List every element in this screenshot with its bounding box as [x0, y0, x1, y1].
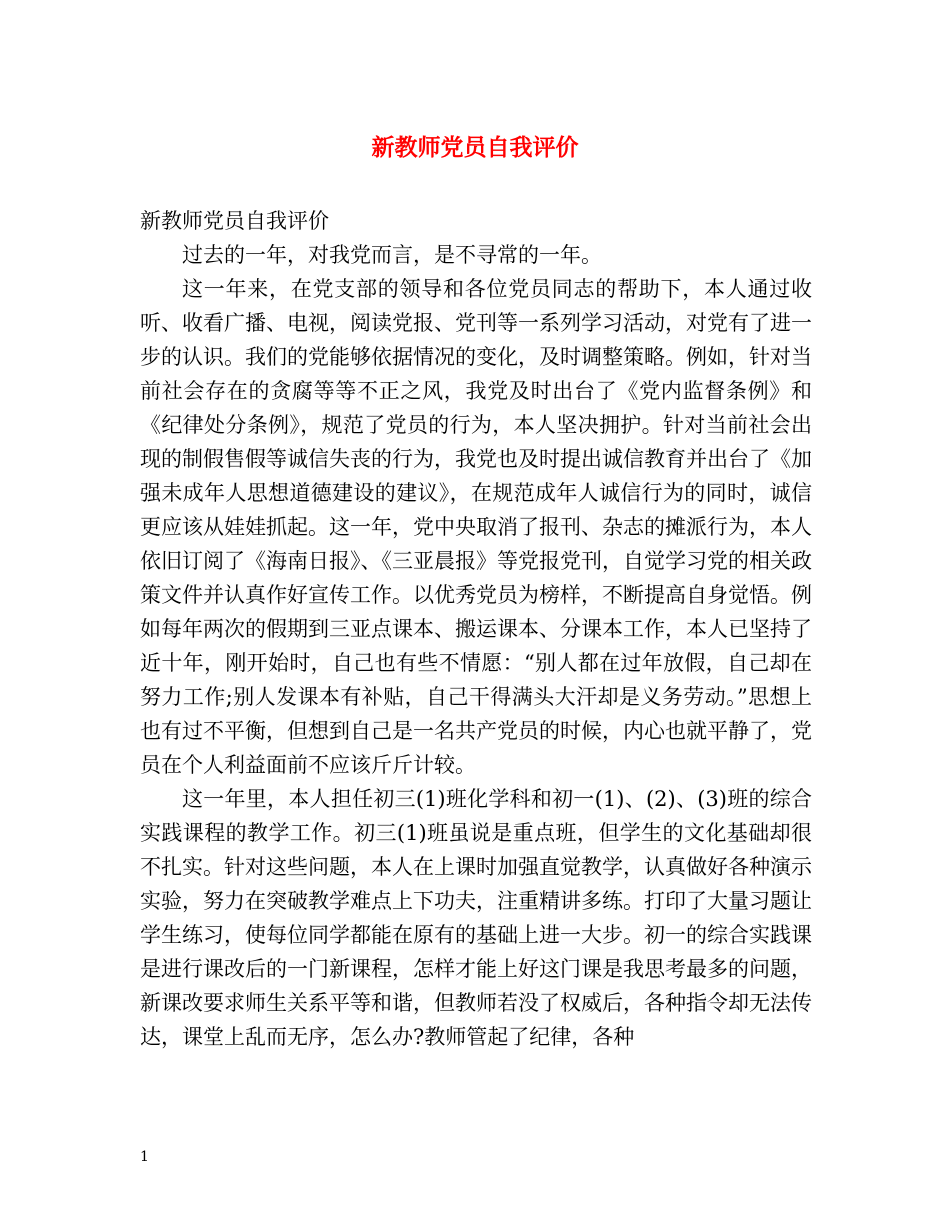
document-title: 新教师党员自我评价	[371, 134, 579, 161]
paragraph-2: 这一年来，在党支部的领导和各位党员同志的帮助下，本人通过收听、收看广播、电视，阅读党报、党刊等一系列学习活动，对党有了进一步的认识。我们的党能够依据情况的变化，及时调整策略。例如，针对当前社会存在的贪腐等等不正之风，我党及时出台了《党内监督条例》和《纪律处分条例》，规范了党员的行为，本人坚决拥护。针对当前社会出现的制假售假等诚信失丧的行为，我党也及时提出诚信教育并出台了《加强未成年人思想道德建设的建议》，在规范成年人诚信行为的同时，诚信更应该从娃娃抓起。这一年，党中央取消了报刊、杂志的摊派行为，本人依旧订阅了《海南日报》、《三亚晨报》等党报党刊，自觉学习党的相关政策文件并认真作好宣传工作。以优秀党员为榜样，不断提高自身觉悟。例如每年两次的假期到三亚点课本、搬运课本、分课本工作，本人已坚持了近十年，刚开始时，自己也有些不情愿：“别人都在过年放假，自己却在努力工作;别人发课本有补贴，自己干得满头大汗却是义务劳动。”思想上也有过不平衡，但想到自己是一名共产党员的时候，内心也就平静了，党员在个人利益面前不应该斤斤计较。	[140, 277, 812, 777]
paragraph-1: 过去的一年，对我党而言，是不寻常的一年。	[182, 243, 602, 267]
paragraph-3: 这一年里，本人担任初三(1)班化学科和初一(1)、(2)、(3)班的综合实践课程的教学工作。初三(1)班虽说是重点班，但学生的文化基础却很不扎实。针对这些问题，本人在上课时加强直觉教学，认真做好各种演示实验，努力在突破教学难点上下功夫，注重精讲多练。打印了大量习题让学生练习，使每位同学都能在原有的基础上进一大步。初一的综合实践课是进行课改后的一门新课程，怎样才能上好这门课是我思考最多的问题，新课改要求师生关系平等和谐，但教师若没了权威后，各种指令却无法传达，课堂上乱而无序，怎么办?教师管起了纪律，各种	[140, 787, 812, 1049]
document-subtitle: 新教师党员自我评价	[140, 209, 329, 233]
page-number: 1	[140, 1149, 149, 1165]
document-body	[140, 204, 812, 1054]
